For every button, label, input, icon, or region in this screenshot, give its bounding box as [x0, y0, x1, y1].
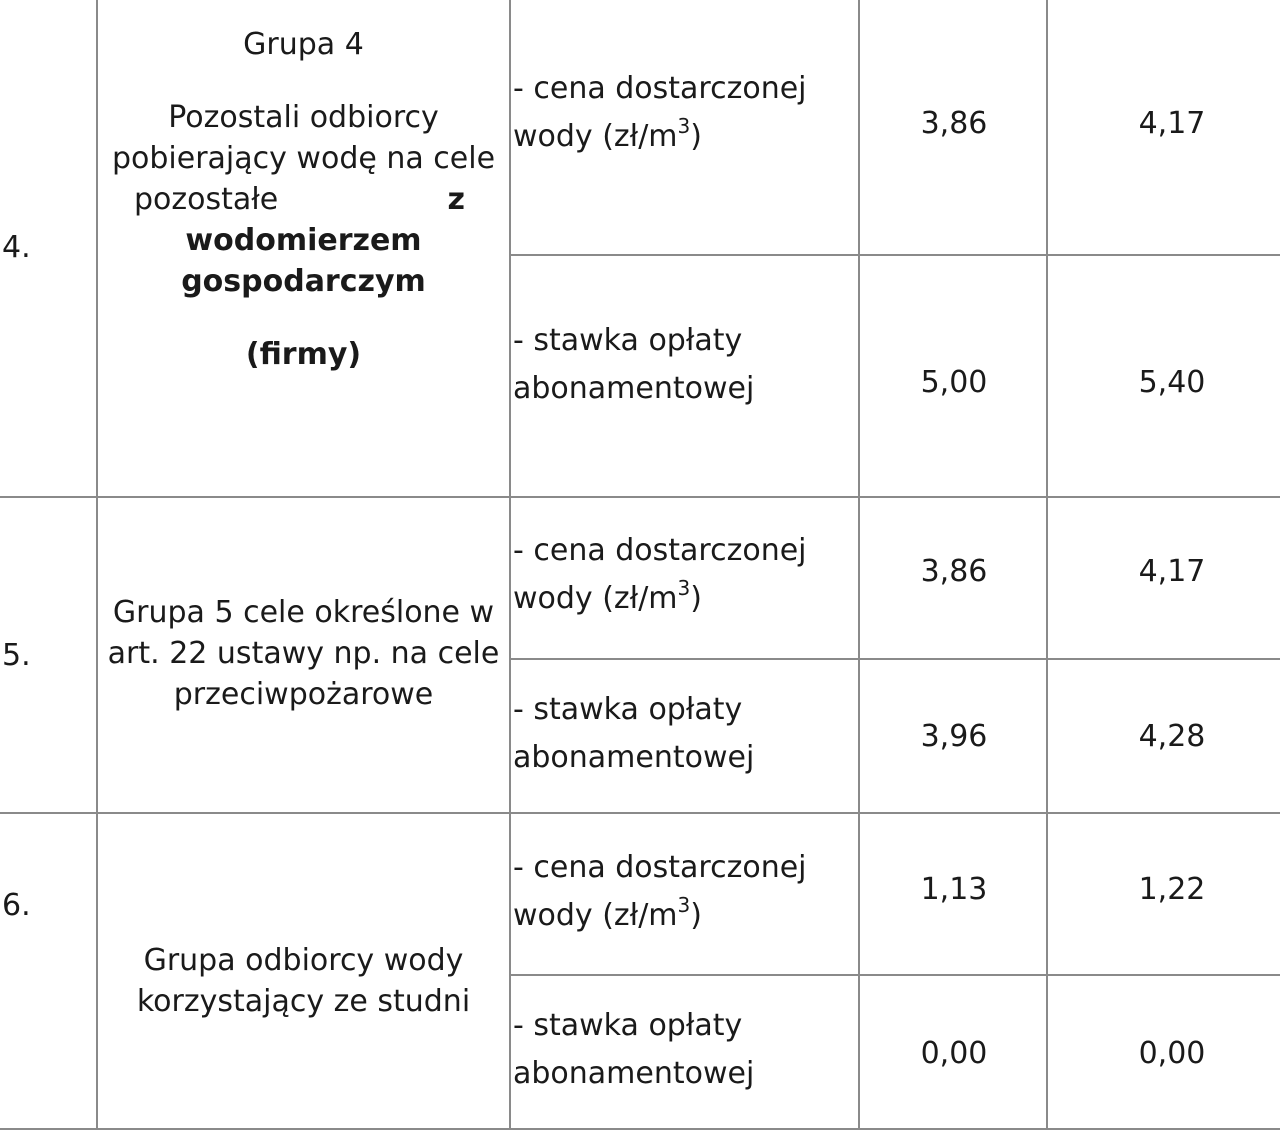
- value-cell: [1047, 813, 1280, 975]
- desc-line: - stawka opłaty: [513, 1008, 743, 1043]
- desc-unit-sup: 3: [677, 893, 691, 917]
- desc-line: - stawka opłaty: [513, 692, 743, 727]
- group-line: Grupa 5 cele określone w: [112, 594, 495, 630]
- value-text: 4,17: [1138, 105, 1206, 141]
- group-line: art. 22 ustawy np. na cele: [107, 635, 500, 671]
- row-number-text: 5.: [2, 637, 31, 673]
- charge-description: [510, 0, 859, 255]
- group-description: [97, 813, 510, 1129]
- value-cell: [859, 975, 1047, 1129]
- value-cell: [1047, 0, 1280, 255]
- value-text: 5,40: [1138, 364, 1206, 400]
- desc-line: [513, 892, 858, 940]
- value-text: 1,22: [1138, 871, 1206, 907]
- charge-description: [510, 255, 859, 497]
- value-text: 0,00: [920, 1035, 988, 1071]
- table-row: [0, 0, 1280, 255]
- value-cell: [859, 0, 1047, 255]
- value-cell: [1047, 255, 1280, 497]
- desc-line: - cena dostarczonej: [513, 533, 807, 568]
- desc-unit-suffix: ): [690, 119, 702, 154]
- value-cell: [1047, 659, 1280, 813]
- group-line: pozostałe: [134, 181, 279, 217]
- desc-line: [513, 113, 858, 161]
- group-title: Grupa 4: [243, 26, 364, 62]
- desc-line: abonamentowej: [513, 371, 755, 406]
- value-cell: [859, 659, 1047, 813]
- desc-line: - cena dostarczonej: [513, 71, 807, 106]
- value-text: 0,00: [1138, 1035, 1206, 1071]
- row-number-text: 4.: [2, 229, 31, 265]
- charge-description: [510, 975, 859, 1129]
- value-cell: [859, 497, 1047, 659]
- desc-unit-sup: 3: [677, 576, 691, 600]
- value-text: 3,96: [920, 718, 988, 754]
- desc-unit-sup: 3: [677, 114, 691, 138]
- group-line-bold: (firmy): [245, 336, 362, 372]
- desc-line: [513, 575, 858, 623]
- desc-line: abonamentowej: [513, 1056, 755, 1091]
- desc-line: - stawka opłaty: [513, 323, 743, 358]
- table-row: [0, 813, 1280, 975]
- group-description: [97, 0, 510, 497]
- value-cell: [859, 813, 1047, 975]
- desc-unit-prefix: wody (zł/m: [513, 581, 678, 616]
- group-description: [97, 497, 510, 813]
- charge-description: [510, 497, 859, 659]
- value-text: 3,86: [920, 105, 988, 141]
- value-cell: [1047, 975, 1280, 1129]
- row-number: [0, 497, 97, 813]
- group-line-bold: gospodarczym: [181, 263, 426, 299]
- desc-line: abonamentowej: [513, 740, 755, 775]
- desc-unit-prefix: wody (zł/m: [513, 898, 678, 933]
- desc-unit-prefix: wody (zł/m: [513, 119, 678, 154]
- value-cell: [859, 255, 1047, 497]
- group-line-bold: z: [447, 181, 465, 217]
- value-text: 4,17: [1138, 553, 1206, 589]
- row-number: [0, 0, 97, 497]
- value-cell: [1047, 497, 1280, 659]
- group-line: przeciwpożarowe: [173, 676, 434, 712]
- group-line: pobierający wodę na cele: [111, 140, 496, 176]
- value-text: 1,13: [920, 871, 988, 907]
- group-line: Grupa odbiorcy wody: [143, 943, 464, 978]
- charge-description: [510, 659, 859, 813]
- desc-unit-suffix: ): [690, 581, 702, 616]
- table-row: [0, 497, 1280, 659]
- row-number-text: 6.: [2, 887, 31, 923]
- group-line-split: [106, 179, 501, 220]
- desc-line: - cena dostarczonej: [513, 850, 807, 885]
- group-line: korzystający ze studni: [136, 984, 471, 1019]
- row-number: [0, 813, 97, 1129]
- value-text: 3,86: [920, 553, 988, 589]
- group-line-bold: wodomierzem: [185, 222, 422, 258]
- charge-description: [510, 813, 859, 975]
- group-line: Pozostali odbiorcy: [168, 99, 439, 135]
- value-text: 5,00: [920, 364, 988, 400]
- desc-unit-suffix: ): [690, 898, 702, 933]
- value-text: 4,28: [1138, 718, 1206, 754]
